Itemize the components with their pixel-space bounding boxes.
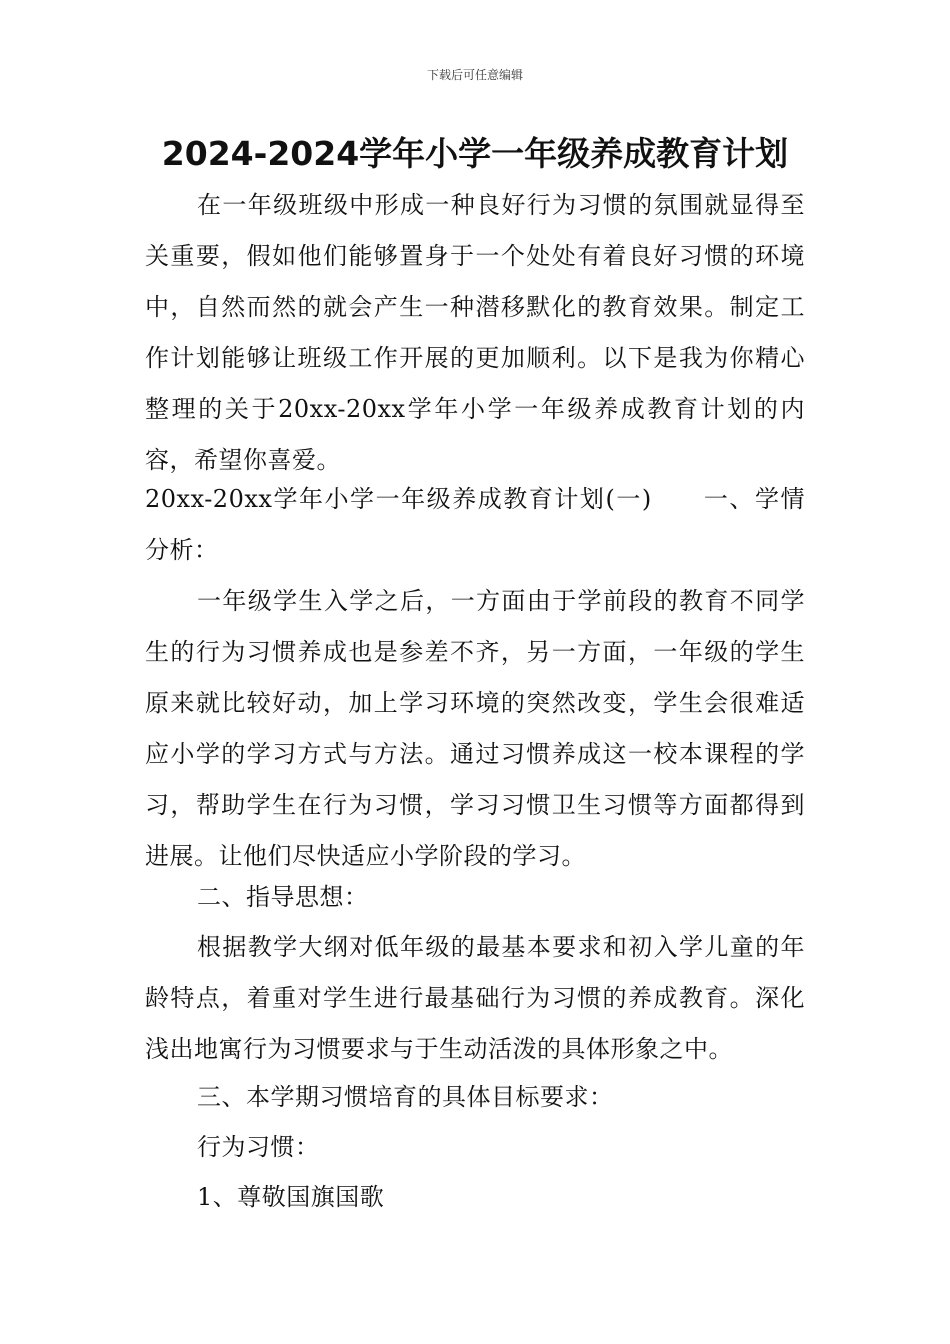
heading-guiding-ideology: 二、指导思想： — [197, 883, 369, 911]
document-title: 2024-2024学年小学一年级养成教育计划 — [161, 134, 789, 173]
section-heading-plan-one: 20xx-20xx学年小学一年级养成教育计划(一) 一、学情分析： — [145, 485, 805, 564]
heading-behavior-habits: 行为习惯： — [197, 1133, 320, 1161]
header-note: 下载后可任意编辑 — [426, 68, 523, 82]
list-item-1: 1、尊敬国旗国歌 — [197, 1183, 385, 1211]
paragraph-student-analysis: 一年级学生入学之后，一方面由于学前段的教育不同学生的行为习惯养成也是参差不齐，另一方面，一年级的学生原来就比较好动，加上学习环境的突然改变，学生会很难适应小学的学习方式与方法。通过习惯养成这一校本课程的学习，帮助学生在行为习惯，学习习惯卫生习惯等方面都得到进展。让他们尽快适应小学阶段的学习。 — [145, 587, 805, 870]
paragraph-guiding-ideology: 根据教学大纲对低年级的最基本要求和初入学儿童的年龄特点，着重对学生进行最基础行为习惯的养成教育。深化浅出地寓行为习惯要求与于生动活泼的具体形象之中。 — [145, 933, 805, 1063]
heading-semester-goals: 三、本学期习惯培育的具体目标要求： — [197, 1083, 614, 1111]
intro-paragraph: 在一年级班级中形成一种良好行为习惯的氛围就显得至关重要，假如他们能够置身于一个处处有着良好习惯的环境中，自然而然的就会产生一种潜移默化的教育效果。制定工作计划能够让班级工作开展的更加顺利。以下是我为你精心整理的关于20xx-20xx学年小学一年级养成教育计划的内容，希望你喜爱。 — [145, 191, 805, 474]
